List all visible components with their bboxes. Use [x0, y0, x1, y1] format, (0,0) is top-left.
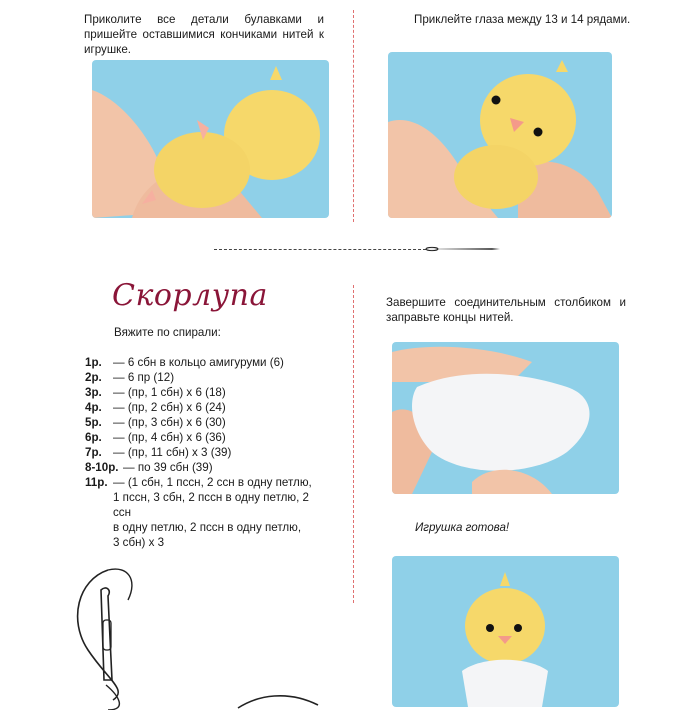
- row-label: 11р.: [85, 476, 108, 489]
- pattern-row: [85, 385, 325, 400]
- column-divider-bottom: [353, 285, 354, 603]
- shell-illustration: [392, 342, 619, 494]
- step-pin-parts-text: Приколите все детали булавками и пришейте оставшимися кончиками нитей к игрушке.: [84, 13, 324, 56]
- row-label: 3р.: [85, 386, 102, 399]
- row-text: — (пр, 3 сбн) х 6 (30): [113, 416, 226, 429]
- row-text: — (пр, 4 сбн) х 6 (36): [113, 431, 226, 444]
- pattern-row: [85, 460, 325, 475]
- photo-chick-pinned-parts: [92, 60, 329, 218]
- pattern-row: [85, 400, 325, 415]
- row-label: 7р.: [85, 446, 102, 459]
- finished-chick-illustration: [392, 556, 619, 707]
- row-text: — (пр, 2 сбн) х 6 (24): [113, 401, 226, 414]
- row-11-continuation: в одну петлю, 2 пссн в одну петлю,: [113, 521, 302, 534]
- finished-caption: Игрушка готова!: [415, 521, 510, 534]
- section-title: Скорлупа: [112, 278, 268, 313]
- row-label: 6р.: [85, 431, 102, 444]
- photo-chick-with-eyes: [388, 52, 612, 218]
- row-label: 5р.: [85, 416, 102, 429]
- crochet-hook-icon: [68, 560, 348, 710]
- row-text: — (1 сбн, 1 пссн, 2 ссн в одну петлю,: [113, 476, 312, 489]
- pattern-row: [85, 445, 325, 460]
- section-intro: Вяжите по спирали:: [114, 326, 221, 339]
- photo-finished-toy: [392, 556, 619, 707]
- photo-crochet-shell: [392, 342, 619, 494]
- row-11-continuation: 3 сбн) х 3: [113, 536, 165, 549]
- pattern-row: [85, 430, 325, 445]
- row-text: — (пр, 1 сбн) х 6 (18): [113, 386, 226, 399]
- pattern-rows: [85, 355, 325, 550]
- chick-eyes-illustration: [388, 52, 612, 218]
- step-glue-eyes-text: Приклейте глаза между 13 и 14 рядами.: [414, 13, 631, 26]
- needle-icon: [422, 244, 502, 254]
- row-label: 8-10р.: [85, 461, 119, 474]
- pattern-row-11: [85, 475, 325, 490]
- row-11-continuation: 1 пссн, 3 сбн, 2 пссн в одну петлю, 2 ссн: [113, 491, 310, 519]
- step-finish-text: Завершите соединительным столбиком и заправьте концы нитей.: [386, 296, 626, 324]
- pattern-row: [85, 415, 325, 430]
- section-divider: [214, 249, 426, 250]
- chick-pinned-illustration: [92, 60, 329, 218]
- row-text: — (пр, 11 сбн) х 3 (39): [113, 446, 232, 459]
- row-label: 4р.: [85, 401, 102, 414]
- row-text: — 6 пр (12): [113, 371, 175, 384]
- row-label: 2р.: [85, 371, 102, 384]
- row-text: — 6 сбн в кольцо амигуруми (6): [113, 356, 284, 369]
- row-text: — по 39 сбн (39): [123, 461, 213, 474]
- row-label: 1р.: [85, 356, 102, 369]
- pattern-row: [85, 370, 325, 385]
- column-divider-top: [353, 10, 354, 222]
- pattern-row: [85, 355, 325, 370]
